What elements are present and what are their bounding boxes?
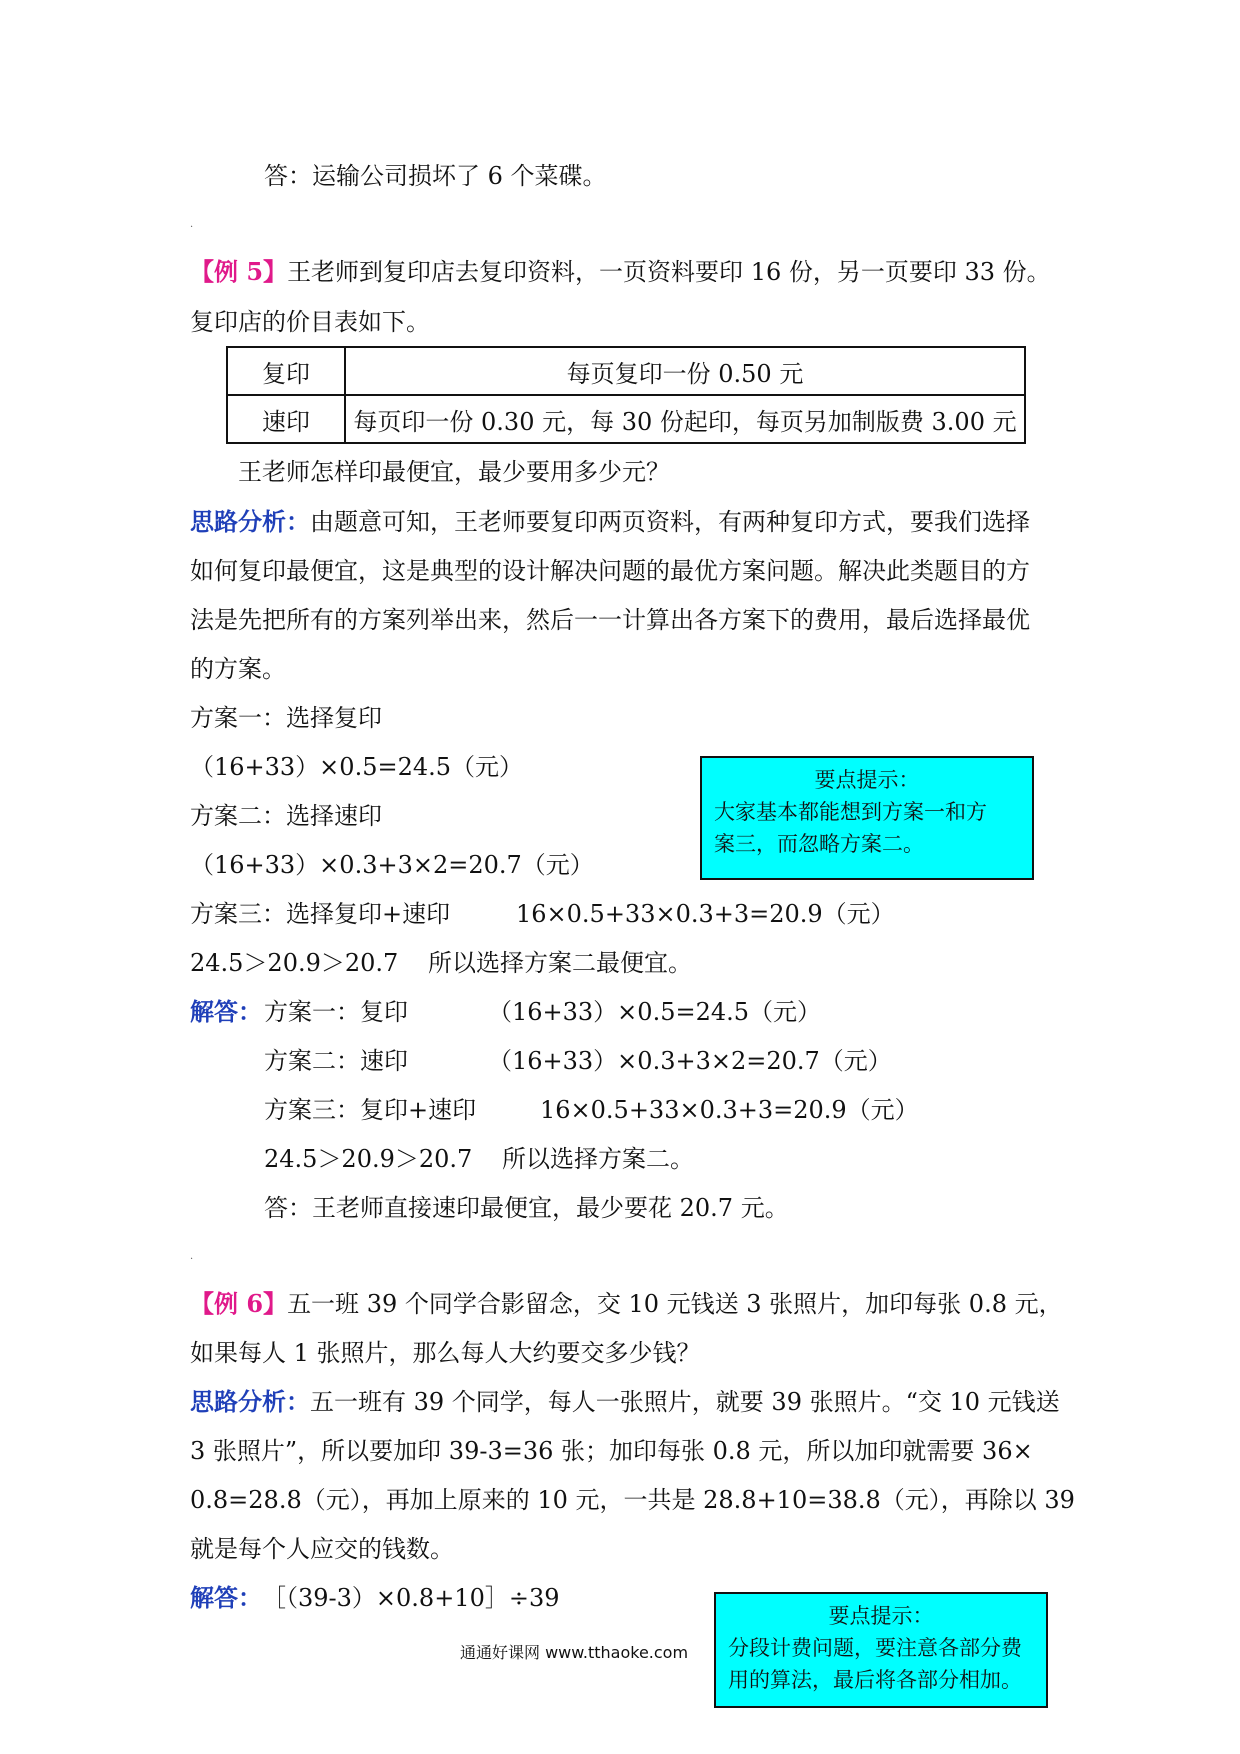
example-5-question-line1: 【例 5】王老师到复印店去复印资料，一页资料要印 16 份，另一页要印 33 份。: [190, 257, 1051, 286]
table-row: [227, 395, 1025, 443]
table-cell-type: 复印: [227, 347, 345, 395]
solution-comparison: 24.5＞20.9＞20.7: [264, 1145, 473, 1173]
hint-title: 要点提示：: [814, 768, 920, 792]
example-5-question-line2: 复印店的价目表如下。: [190, 308, 430, 336]
analysis-line3: 法是先把所有的方案列举出来，然后一一计算出各方案下的费用，最后选择最优: [190, 606, 1030, 634]
table-cell-desc: 每页印一份 0.30 元，每 30 份起印，每页另加制版费 3.00 元: [345, 395, 1025, 443]
solution-label: 解答：: [190, 1584, 262, 1612]
margin-mark: ·: [190, 222, 194, 233]
table-row: [227, 347, 1025, 395]
hint-text: 分段计费问题，要注意各部分费: [728, 1636, 1022, 1660]
price-table: [226, 346, 1026, 444]
hint-title: 要点提示：: [828, 1604, 934, 1628]
example-6-question-line1: 【例 6】五一班 39 个同学合影留念，交 10 元钱送 3 张照片，加印每张 0.8 元，: [190, 1289, 1063, 1318]
solution-plan-2-calc: （16+33）×0.3+3×2=20.7（元）: [488, 1047, 892, 1075]
footer-watermark: 通通好课网 www.tthaoke.com: [460, 1643, 689, 1662]
hint-text: 用的算法，最后将各部分相加。: [728, 1668, 1022, 1692]
solution-conclusion: 所以选择方案二。: [502, 1145, 694, 1173]
hint-box-2: [714, 1592, 1048, 1708]
table-cell-type: 速印: [227, 395, 345, 443]
analysis-line2: 如何复印最便宜，这是典型的设计解决问题的最优方案问题。解决此类题目的方: [190, 557, 1030, 585]
plan-2-calc: （16+33）×0.3+3×2=20.7（元）: [190, 851, 594, 879]
plan-1: 方案一：选择复印: [190, 704, 382, 732]
analysis-6-line1: 思路分析：五一班有 39 个同学，每人一张照片，就要 39 张照片。“交 10 元钱送: [190, 1388, 1060, 1416]
margin-mark: ·: [190, 1254, 194, 1265]
example-5-answer: 答：王老师直接速印最便宜，最少要花 20.7 元。: [264, 1194, 789, 1222]
analysis-label: 思路分析：: [190, 508, 310, 536]
solution-label: 解答：: [190, 998, 262, 1026]
comparison-conclusion: 所以选择方案二最便宜。: [428, 949, 692, 977]
plan-2: 方案二：选择速印: [190, 802, 382, 830]
plan-3: 方案三：选择复印+速印: [190, 900, 451, 928]
example-6-label: 【例 6】: [190, 1289, 288, 1318]
analysis-label: 思路分析：: [190, 1388, 310, 1416]
solution-plan-1-calc: （16+33）×0.5=24.5（元）: [488, 998, 822, 1026]
previous-answer: 答：运输公司损坏了 6 个菜碟。: [264, 162, 607, 190]
solution-plan-3-calc: 16×0.5+33×0.3+3=20.9（元）: [540, 1096, 919, 1124]
analysis-6-line2: 3 张照片”，所以要加印 39-3=36 张；加印每张 0.8 元，所以加印就需要 36×: [190, 1437, 1033, 1465]
solution-plan-2: 方案二：速印: [264, 1047, 408, 1075]
hint-box: [700, 756, 1034, 880]
hint-text: 大家基本都能想到方案一和方: [714, 800, 987, 824]
solution-6: 解答： ［（39-3）×0.8+10］÷39: [190, 1584, 560, 1612]
plan-1-calc: （16+33）×0.5=24.5（元）: [190, 753, 524, 781]
table-cell-desc: 每页复印一份 0.50 元: [345, 347, 1025, 395]
hint-text: 案三，而忽略方案二。: [714, 832, 924, 856]
example-5-label: 【例 5】: [190, 257, 288, 286]
analysis-line4: 的方案。: [190, 655, 286, 683]
example-5-question-line3: 王老师怎样印最便宜，最少要用多少元？: [238, 458, 670, 486]
analysis-line1: 思路分析：由题意可知，王老师要复印两页资料，有两种复印方式，要我们选择: [190, 508, 1030, 536]
comparison: 24.5＞20.9＞20.7: [190, 949, 399, 977]
solution-plan-3: 方案三：复印+速印: [264, 1096, 477, 1124]
analysis-6-line3: 0.8=28.8（元），再加上原来的 10 元，一共是 28.8+10=38.8（元），再除以 39: [190, 1486, 1075, 1514]
solution-plan-1: 方案一：复印: [264, 998, 408, 1026]
plan-3-calc: 16×0.5+33×0.3+3=20.9（元）: [516, 900, 895, 928]
analysis-6-line4: 就是每个人应交的钱数。: [190, 1535, 454, 1563]
example-6-question-line2: 如果每人 1 张照片，那么每人大约要交多少钱？: [190, 1339, 701, 1367]
